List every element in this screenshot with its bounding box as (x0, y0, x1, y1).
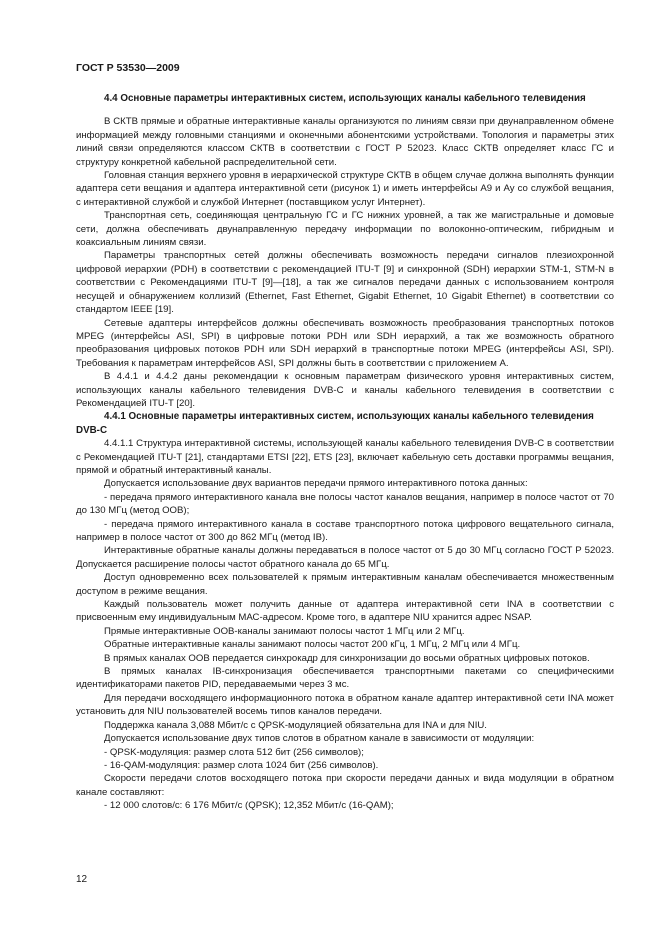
list-item: - 12 000 слотов/с: 6 176 Мбит/с (QPSK); 12,352 Мбит/с (16-QAM); (104, 800, 394, 812)
paragraph: Допускается использование двух вариантов передачи прямого интерактивного потока данных: (104, 478, 528, 490)
paragraph: Транспортная сеть, соединяющая центральную ГС и ГС нижних уровней, а так же магистральные и домовые сети, должна обеспечивать двунаправленную передачу информации по волоконно-оптическим, гибридным и коаксиальным линиям связи. (76, 210, 614, 249)
paragraph: Скорости передачи слотов восходящего потока при скорости передачи данных и вида модуляции в обратном канале составляют: (76, 773, 614, 798)
paragraph: В прямых каналах IB-синхронизация обеспечивается транспортными пакетами со специфическими идентификаторами пакетов PID, передаваемыми через 3 мс. (76, 666, 614, 691)
paragraph: Сетевые адаптеры интерфейсов должны обеспечивать возможность преобразования транспортных потоков MPEG (интерфейсы ASI, SPI) в цифровые потоки PDH или SDH иерархий, а так же возможность обратного преобразования цифровых потоков PDH или SDH иерархий в транспортные потоки MPEG (интерфейсы ASI, SPI). Требования к параметрам интерфейсов ASI, SPI должны быть в соответствии с приложением А. (76, 317, 614, 369)
paragraph: В 4.4.1 и 4.4.2 даны рекомендации к основным параметрам физического уровня интерактивных систем, использующих каналы кабельного телевидения DVB-C и каналы кабельного телевидения в соответствии с Рекомендацией ITU-T [20]. (76, 371, 614, 409)
section-heading-4-4-1: 4.4.1 Основные параметры интерактивных систем, использующих каналы кабельного телевидения DVB-C (76, 411, 594, 436)
paragraph: Прямые интерактивные ООВ-каналы занимают полосы частот 1 МГц или 2 МГц. (104, 625, 465, 637)
paragraph: Каждый пользователь может получить данные от адаптера интерактивной сети INA в соответствии с присвоенным ему индивидуальным МАС-адресом. Кроме того, в адаптере NIU хранится адрес NSAP. (76, 599, 614, 624)
paragraph: Допускается использование двух типов слотов в обратном канале в зависимости от модуляции: (104, 733, 535, 745)
paragraph: Головная станция верхнего уровня в иерархической структуре СКТВ в общем случае должна выполнять функции адаптера сети вещания и адаптера интерактивной сети (рисунок 1) и иметь интерфейсы A9 и Ay со службой вещания, с интерактивной службой и службой Интернет (поставщиком услуг Интернет). (76, 170, 614, 208)
list-item: - 16-QAM-модуляция: размер слота 1024 бит (256 символов). (104, 759, 379, 771)
page-number: 12 (76, 874, 88, 885)
list-item: - QPSK-модуляция: размер слота 512 бит (256 символов); (104, 746, 364, 758)
paragraph: В СКТВ прямые и обратные интерактивные каналы организуются по линиям связи при двунаправленном обмене информацией между головными станциями и оконечными абонентскими устройствами. Топология и параметры этих линий связи определяются классом СКТВ в соответствии с ГОСТ Р 52023. Класс СКТВ определяет класс ГС и структуру конкретной кабельной распределительной сети. (76, 116, 614, 168)
paragraph: Поддержка канала 3,088 Мбит/с с QPSK-модуляцией обязательна для INA и для NIU. (104, 719, 487, 731)
standard-header: ГОСТ Р 53530—2009 (76, 62, 180, 74)
paragraph: Доступ одновременно всех пользователей к прямым интерактивным каналам обеспечивается множественным доступом в режиме вещания. (76, 572, 614, 597)
paragraph: Для передачи восходящего информационного потока в обратном канале адаптер интерактивной сети INA может установить для NIU пользователей восемь типов каналов передачи. (76, 692, 614, 718)
paragraph: 4.4.1.1 Структура интерактивной системы, использующей каналы кабельного телевидения DVB-C в соответствии с Рекомендацией ITU-T [21], стандартами ETSI [22], ETS [23], включает кабельную сеть доставки программы вещания, прямой и обратный интерактивный каналы. (76, 438, 614, 476)
section-heading-4-4: 4.4 Основные параметры интерактивных систем, использующих каналы кабельного телевидения (104, 93, 586, 104)
list-item: - передача прямого интерактивного канала в составе транспортного потока цифрового вещательного сигнала, например в полосе частот от 300 до 862 МГц (метод IB). (76, 518, 614, 543)
paragraph: Интерактивные обратные каналы должны передаваться в полосе частот от 5 до 30 МГц согласно ГОСТ Р 52023. Допускается расширение полосы частот обратного канала до 65 МГц. (76, 545, 614, 570)
paragraph: Обратные интерактивные каналы занимают полосы частот 200 кГц, 1 МГц, 2 МГц или 4 МГц. (104, 639, 521, 651)
list-item: - передача прямого интерактивного канала вне полосы частот каналов вещания, например в полосе частот от 70 до 130 МГц (метод OOB); (76, 491, 614, 517)
paragraph: В прямых каналах ООВ передается синхрокадр для синхронизации до восьми обратных цифровых потоков. (104, 652, 590, 664)
paragraph: Параметры транспортных сетей должны обеспечивать возможность передачи сигналов плезиохронной цифровой иерархии (PDH) в соответствии с рекомендацией ITU-T [9] и синхронной (SDH) иерархии STM-1, STM-N в соответствии с Рекомендациями ITU-T [9]—[18], а так же сигналов передачи данных с использованием контроля несущей и обнаружением коллизий (Ethernet, Fast Ethernet, Gigabit Ethernet, 10 Gigabit Ethernet) в соответствии со стандартом IEEE [19]. (76, 250, 614, 316)
document-body (76, 92, 614, 813)
